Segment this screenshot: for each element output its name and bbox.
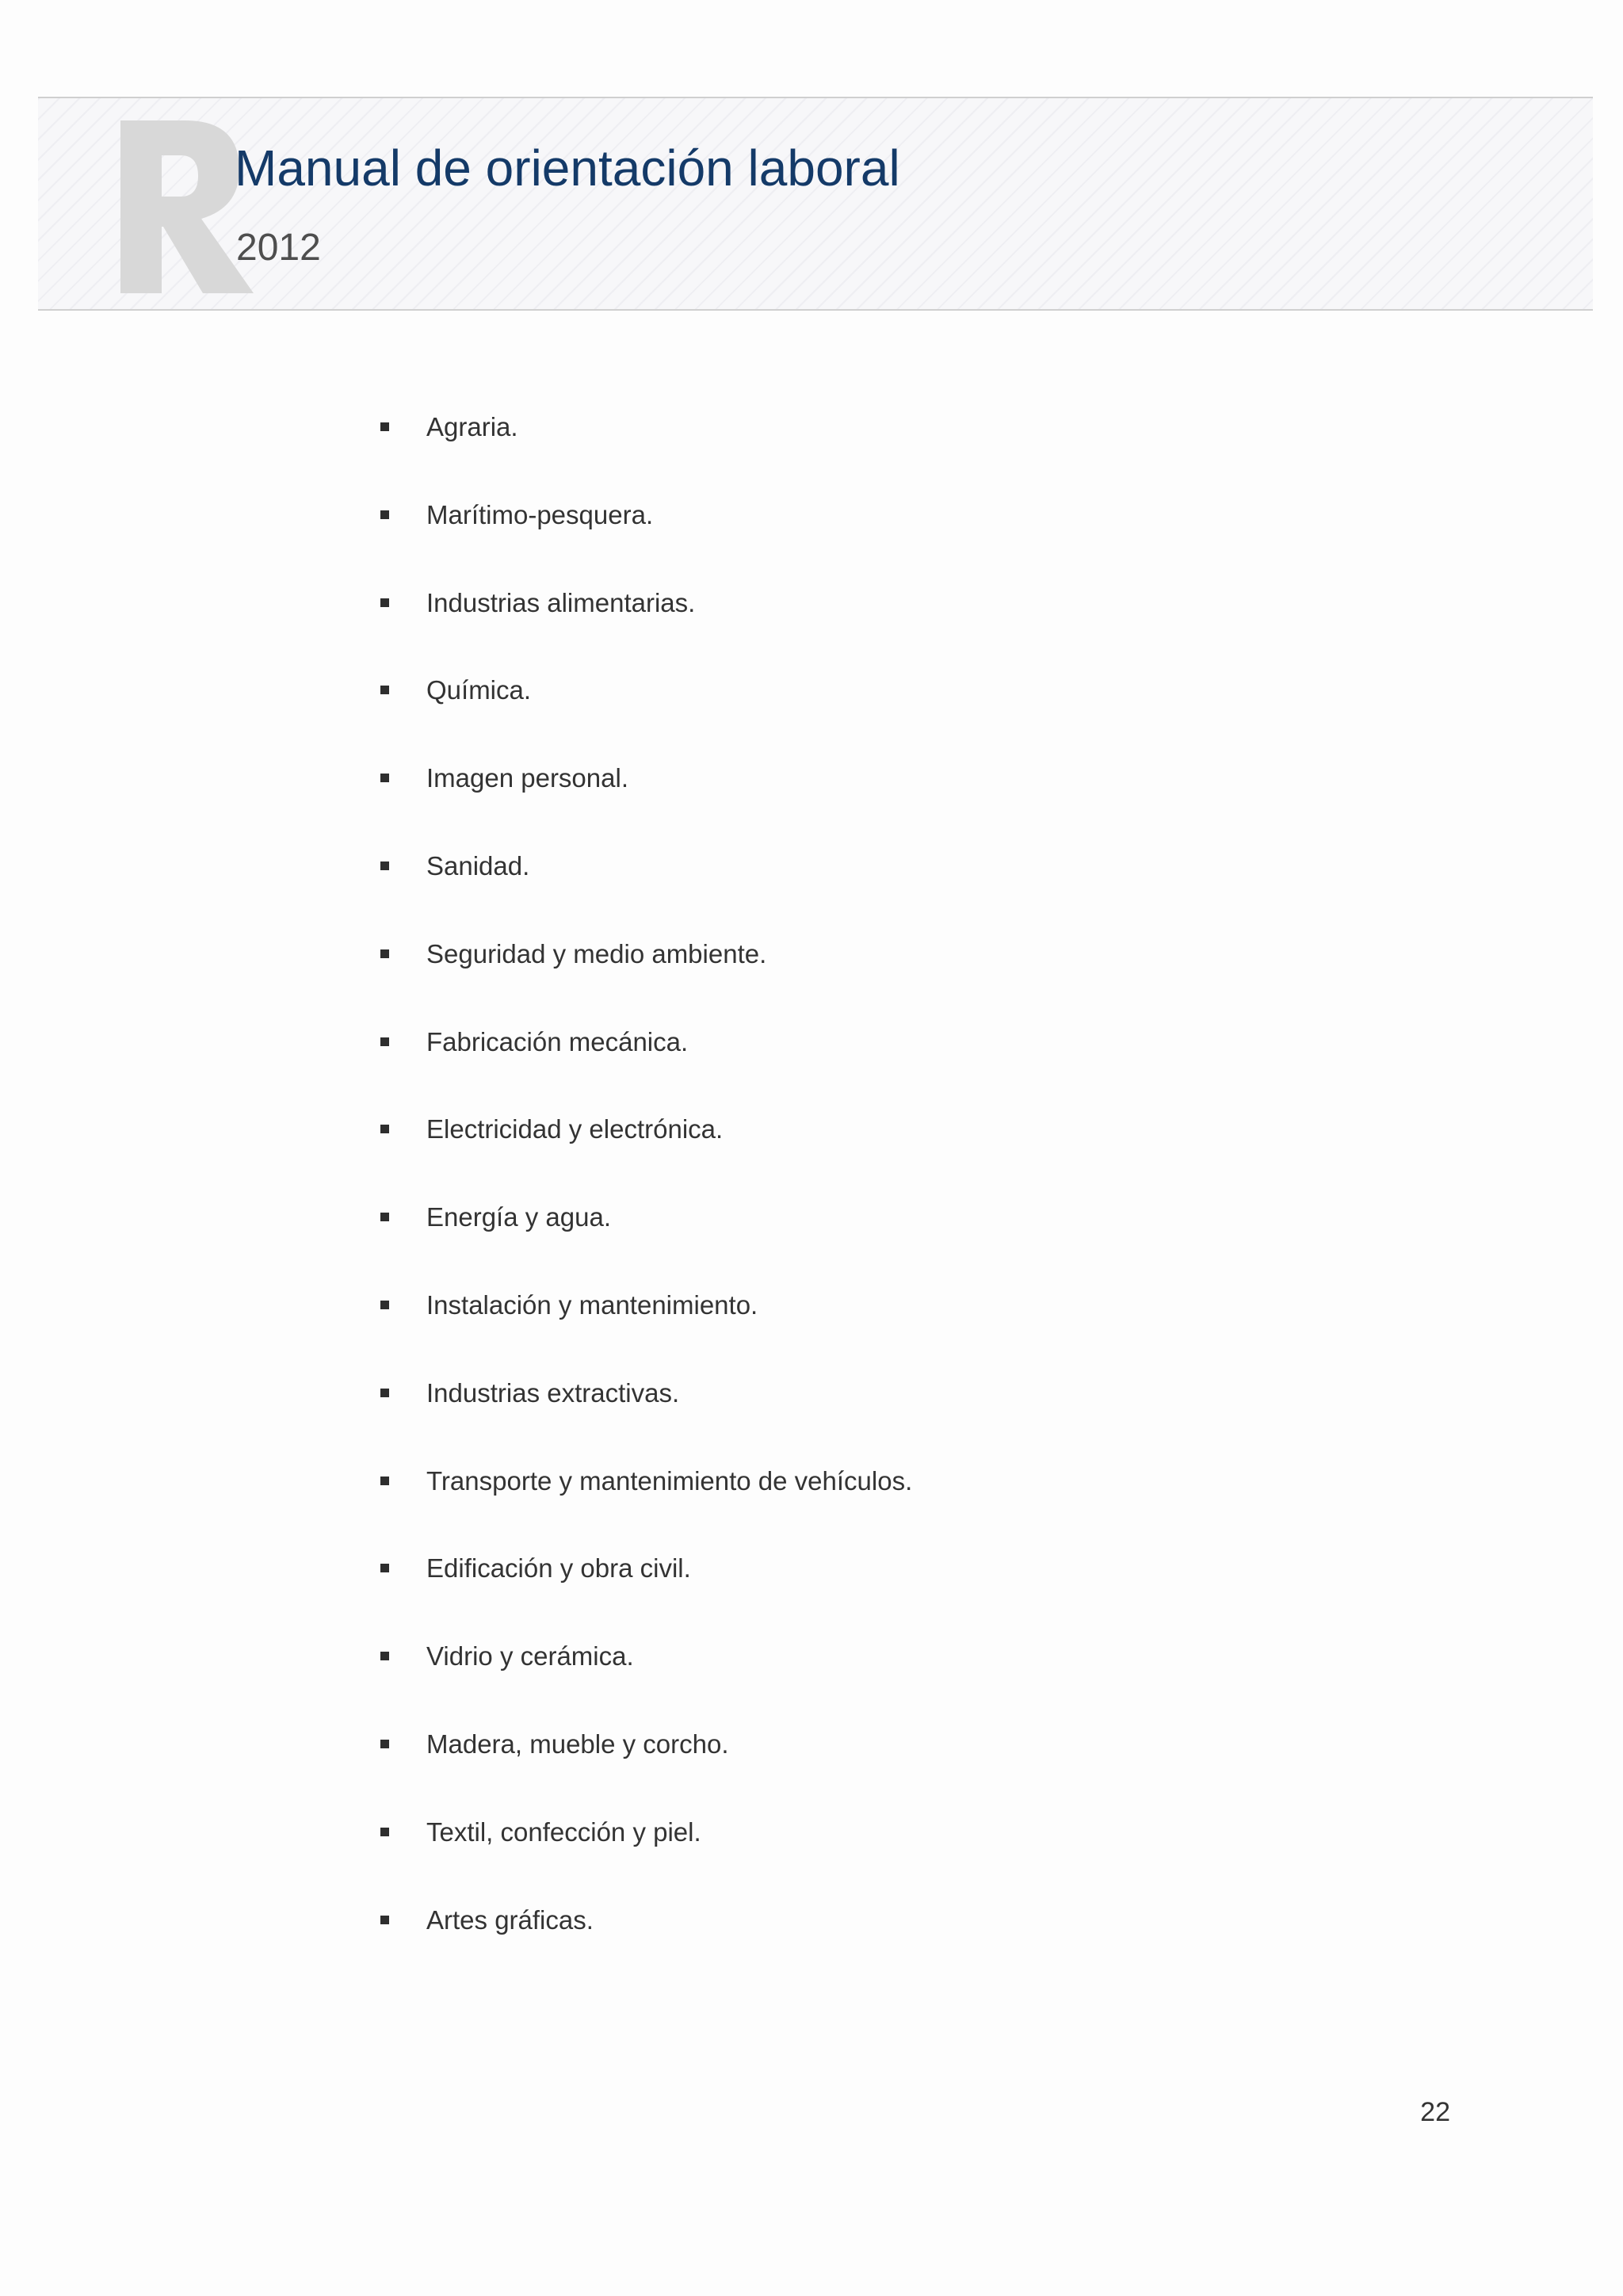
square-bullet-icon	[380, 861, 389, 870]
list-item	[380, 1193, 611, 1240]
square-bullet-icon	[380, 1477, 389, 1485]
list-item-text: Textil, confección y piel.	[426, 1817, 701, 1847]
list-item	[380, 491, 653, 538]
list-item-text: Industrias alimentarias.	[426, 587, 696, 617]
list-item-text: Agraria.	[426, 411, 518, 441]
list-item	[380, 842, 529, 889]
square-bullet-icon	[380, 510, 389, 519]
list-item	[380, 1544, 691, 1591]
list-item-text: Química.	[426, 674, 532, 705]
document-year: 2012	[236, 227, 321, 269]
list-item-text: Electricidad y electrónica.	[426, 1114, 724, 1144]
list-item	[380, 403, 518, 450]
list-item-text: Madera, mueble y corcho.	[426, 1729, 729, 1759]
list-item-text: Industrias extractivas.	[426, 1377, 680, 1408]
page-number: 22	[1420, 2097, 1450, 2127]
list-item	[380, 1018, 688, 1065]
square-bullet-icon	[380, 1301, 389, 1309]
list-item	[380, 1105, 723, 1152]
list-item-text: Vidrio y cerámica.	[426, 1641, 634, 1671]
square-bullet-icon	[380, 1389, 389, 1397]
list-item-text: Seguridad y medio ambiente.	[426, 938, 767, 968]
list-item	[380, 1720, 729, 1767]
list-item	[380, 1896, 594, 1943]
list-item	[380, 1281, 758, 1328]
list-item	[380, 1457, 912, 1504]
list-item-text: Instalación y mantenimiento.	[426, 1289, 758, 1320]
list-item	[380, 666, 531, 713]
square-bullet-icon	[380, 422, 389, 431]
document-title: Manual de orientación laboral	[235, 139, 900, 197]
document-header	[38, 97, 1593, 311]
square-bullet-icon	[380, 949, 389, 958]
square-bullet-icon	[380, 774, 389, 782]
square-bullet-icon	[380, 1916, 389, 1924]
list-item-text: Sanidad.	[426, 850, 530, 881]
list-item	[380, 579, 695, 626]
square-bullet-icon	[380, 1037, 389, 1046]
square-bullet-icon	[380, 1125, 389, 1133]
list-item	[380, 754, 628, 801]
list-item	[380, 1808, 701, 1855]
square-bullet-icon	[380, 1564, 389, 1572]
list-item-text: Edificación y obra civil.	[426, 1553, 691, 1583]
square-bullet-icon	[380, 1828, 389, 1836]
list-item-text: Transporte y mantenimiento de vehículos.	[426, 1465, 913, 1496]
square-bullet-icon	[380, 686, 389, 694]
list-item-text: Energía y agua.	[426, 1201, 611, 1232]
list-item-text: Marítimo-pesquera.	[426, 499, 654, 529]
square-bullet-icon	[380, 1652, 389, 1660]
square-bullet-icon	[380, 598, 389, 607]
square-bullet-icon	[380, 1213, 389, 1221]
list-item	[380, 1632, 634, 1679]
square-bullet-icon	[380, 1740, 389, 1748]
list-item-text: Fabricación mecánica.	[426, 1026, 689, 1056]
list-item-text: Imagen personal.	[426, 762, 628, 793]
list-item	[380, 1369, 679, 1416]
list-item	[380, 930, 766, 977]
list-item-text: Artes gráficas.	[426, 1904, 594, 1935]
